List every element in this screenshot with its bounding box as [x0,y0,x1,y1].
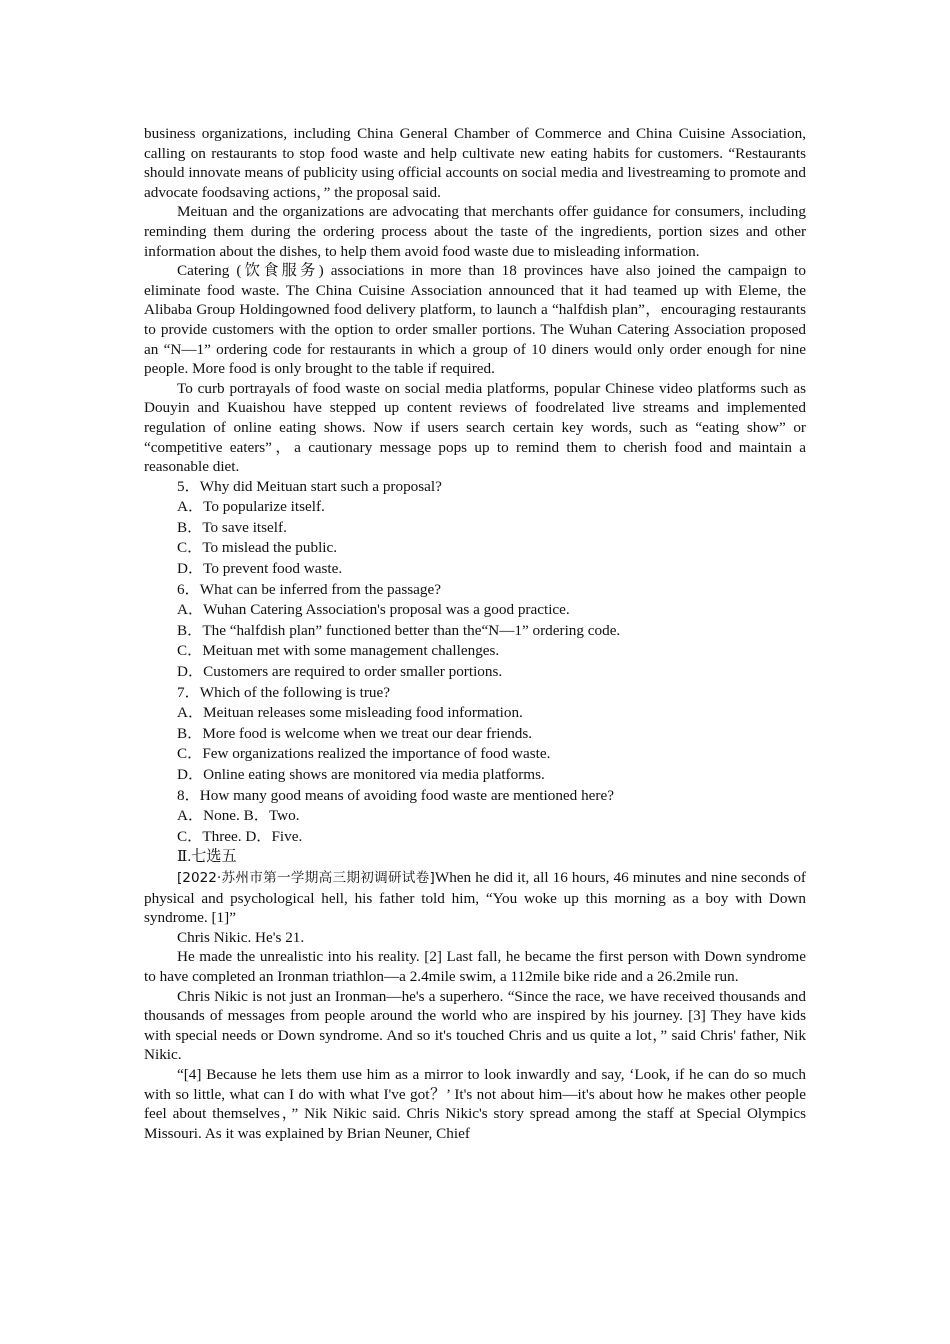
passage-2-first-paragraph [144,868,806,928]
question-7-option-c: C．Few organizations realized the importance of food waste. [177,745,551,763]
paragraph: business organizations, including China General Chamber of Commerce and China Cuisine Association, calling on restaurants to stop food waste and help cultivate new eating habits for customers. “Restaurants should innovate means of publicity using official accounts on social media and livestreaming to promote and advocate foodsaving actions，” the proposal said. [144,125,806,201]
question-6-option-d: D．Customers are required to order smaller portions. [177,663,503,681]
question-7-stem: 7．Which of the following is true? [177,683,390,701]
paragraph: Chris Nikic is not just an Ironman—he's a superhero. “Since the race, we have received thousands and thousands of messages from people around the world who are inspired by his journey. [3] They have kids with special needs or Down syndrome. And so it's touched Chris and us quite a lot，” said Chris' father, Nik Nikic. [144,987,806,1064]
question-7-option-d: D．Online eating shows are monitored via media platforms. [177,766,545,783]
paragraph: Chris Nikic. He's 21. [177,928,305,946]
question-5-option-c: C．To mislead the public. [177,539,338,557]
paragraph: Meituan and the organizations are advocating that merchants offer guidance for consumers, including reminding them during the ordering process about the taste of the ingredients, portion sizes and other information about the dishes, to help them avoid food waste due to misleading information. [144,203,806,260]
document-page [144,124,806,1143]
paragraph: He made the unrealistic into his reality. [2] Last fall, he became the first person with Down syndrome to have completed an Ironman triathlon—a 2.4mile swim, a 112mile bike ride and a 26.2mile run. [144,948,806,985]
question-8-options-ab: A．None. B．Two. [177,807,300,825]
paragraph: “[4] Because he lets them use him as a mirror to look inwardly and say, ‘Look, if he can do so much with so little, what can I do with what I've got？’ It's not about him—it's about how he makes other people feel about themselves，” Nik Nikic said. Chris Nikic's story spread among the staff at Special Olympics Missouri. As it was explained by Brian Neuner, Chief [144,1065,806,1142]
question-5-option-b: B．To save itself. [177,518,287,536]
paragraph: To curb portrayals of food waste on social media platforms, popular Chinese video platforms such as Douyin and Kuaishou have stepped up content reviews of foodrelated live streams and implemented regulation of online eating shows. Now if users search certain key words, such as “eating show” or “competitive eaters”，a cautionary message pops up to remind them to cherish food and maintain a reasonable diet. [144,379,806,476]
question-7-option-b: B．More food is welcome when we treat our dear friends. [177,724,533,742]
question-6-option-c: C．Meituan met with some management challenges. [177,642,500,660]
question-7-option-a: A．Meituan releases some misleading food information. [177,704,523,722]
question-8-stem: 8．How many good means of avoiding food waste are mentioned here? [177,786,614,804]
question-5-stem: 5．Why did Meituan start such a proposal? [177,477,442,495]
source-citation: [2022·苏州市第一学期高三期初调研试卷] [177,869,435,886]
question-6-option-b: B．The “halfdish plan” functioned better than the“N—1” ordering code. [177,621,621,639]
question-5-option-a: A．To popularize itself. [177,498,325,516]
section-heading: Ⅱ.七选五 [177,848,237,866]
question-8-options-cd: C．Three. D．Five. [177,827,303,845]
question-6-option-a: A．Wuhan Catering Association's proposal was a good practice. [177,601,570,619]
first-paragraph-text: When he did it, all 16 hours, 46 minutes and nine seconds of physical and psychological hell, his father told him, “You woke up this morning as a boy with Down syndrome. [1]” [144,868,806,927]
paragraph: Catering (饮食服务) associations in more than 18 provinces have also joined the campaign to eliminate food waste. The China Cuisine Association announced that it had teamed up with Eleme, the Alibaba Group Holdingowned food delivery platform, to launch a “halfdish plan”，encouraging restaurants to provide customers with the option to order smaller portions. The Wuhan Catering Association proposed an “N—1” ordering code for restaurants in which a group of 10 diners would only order enough for nine people. More food is only brought to the table if required. [144,262,806,378]
question-6-stem: 6．What can be inferred from the passage? [177,580,441,598]
question-5-option-d: D．To prevent food waste. [177,560,343,578]
